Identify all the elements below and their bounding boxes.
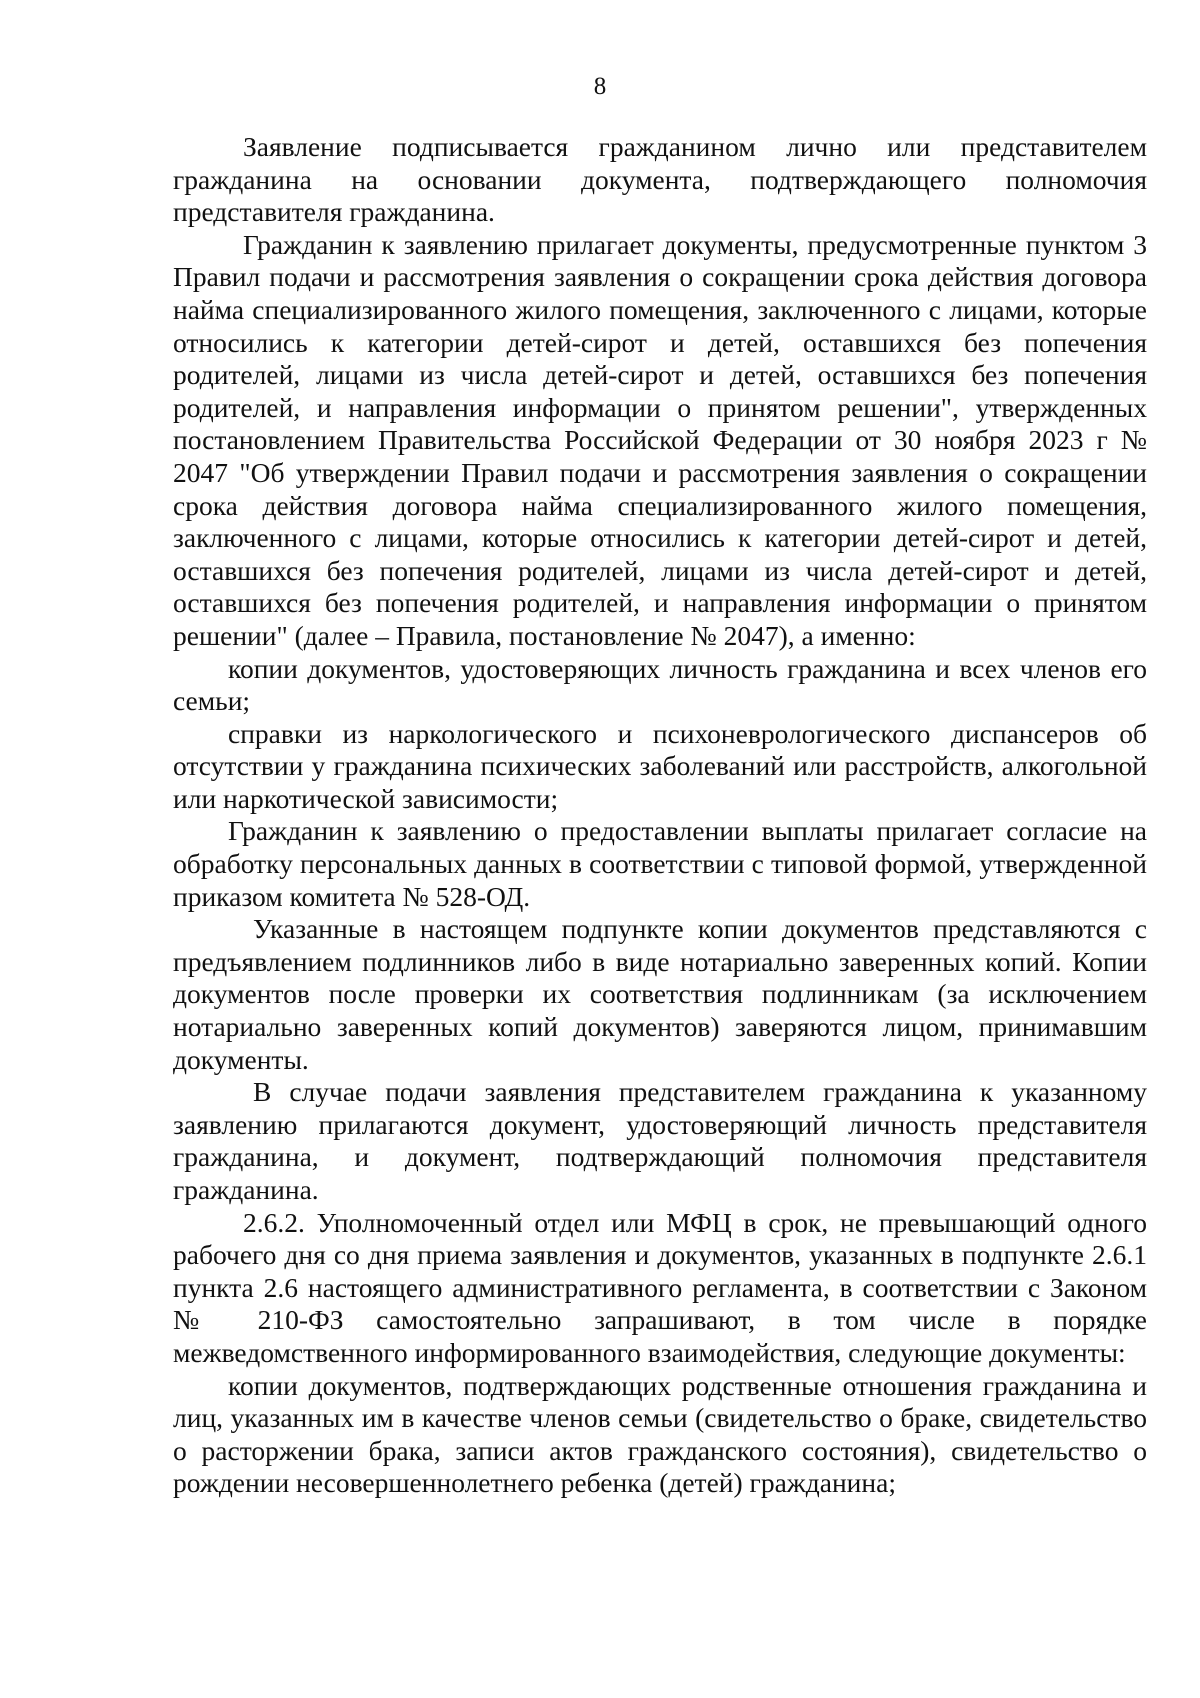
list-item-dispensary-certificates: справки из наркологического и психоневрологического диспансеров об отсутствии у гражданина психических заболеваний или расстройств, алкогольной или наркотической зависимости; (173, 717, 1147, 814)
paragraph-signature: Заявление подписывается гражданином лично или представителем гражданина на основании документа, подтверждающего полномочия представителя гражданина. (173, 131, 1147, 228)
page-number: 8 (593, 73, 607, 100)
paragraph-personal-data-consent: Гражданин к заявлению о предоставлении выплаты прилагает согласие на обработку персональных данных в соответствии с типовой формой, утвержденной приказом комитета № 528-ОД. (173, 815, 1147, 912)
list-item-identity-copies: копии документов, удостоверяющих личность гражданина и всех членов его семьи; (173, 652, 1147, 717)
paragraph-representative: В случае подачи заявления представителем гражданина к указанному заявлению прилагаются документ, удостоверяющий личность представителя гражданина, и документ, подтверждающий полномочия представителя гражданина. (173, 1076, 1147, 1205)
paragraph-copies-certification: Указанные в настоящем подпункте копии документов представляются с предъявлением подлинников либо в виде нотариально заверенных копий. Копии документов после проверки их соответствия подлинникам (за исключением нотариально заверенных копий документов) заверяются лицом, принимавшим документы. (173, 913, 1147, 1075)
document-body (173, 131, 1147, 1500)
list-item-kinship-documents: копии документов, подтверждающих родственные отношения гражданина и лиц, указанных им в качестве членов семьи (свидетельство о браке, свидетельство о расторжении брака, записи актов гражданского состояния), свидетельство о рождении несовершеннолетнего ребенка (детей) гражданина; (173, 1369, 1147, 1499)
paragraph-attached-documents: Гражданин к заявлению прилагает документы, предусмотренные пунктом 3 Правил подачи и рассмотрения заявления о сокращении срока действия договора найма специализированного жилого помещения, заключенного с лицами, которые относились к категории детей-сирот и детей, оставшихся без попечения родителей, лицами из числа детей-сирот и детей, оставшихся без попечения родителей, и направления информации о принятом решении", утвержденных постановлением Правительства Российской Федерации от 30 ноября 2023 г № 2047 "Об утверждении Правил подачи и рассмотрения заявления о сокращении срока действия договора найма специализированного жилого помещения, заключенного с лицами, которые относились к категории детей-сирот и детей, оставшихся без попечения родителей, лицами из числа детей-сирот и детей, оставшихся без попечения родителей, и направления информации о принятом решении" (далее – Правила, постановление № 2047), а именно: (173, 228, 1147, 651)
paragraph-2-6-2: 2.6.2. Уполномоченный отдел или МФЦ в срок, не превышающий одного рабочего дня со дня приема заявления и документов, указанных в подпункте 2.6.1 пункта 2.6 настоящего административного регламента, в соответствии с Законом № 210-ФЗ самостоятельно запрашивают, в том числе в порядке межведомственного информированного взаимодействия, следующие документы: (173, 1206, 1147, 1368)
